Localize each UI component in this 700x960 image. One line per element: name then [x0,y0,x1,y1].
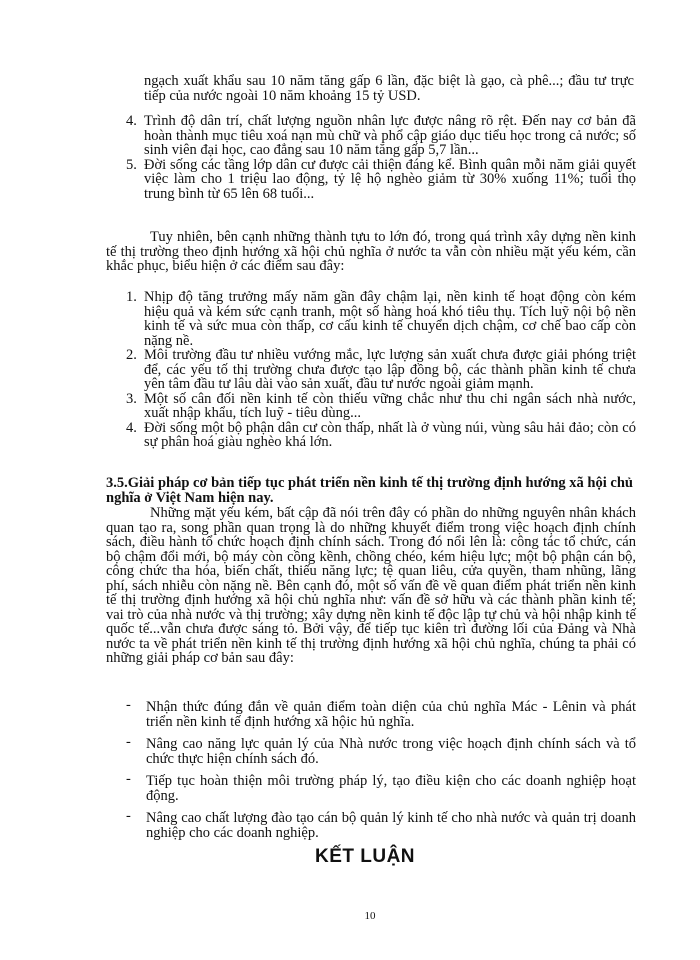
bullet-dash: - [126,771,131,787]
list-item [126,114,636,158]
list-item-text: Nhịp độ tăng trưởng mấy năm gần đây chậm lại, nền kinh tế hoạt động còn kém hiệu quả và kém sức cạnh tranh, một số hàng hoá khó tiêu thụ. Tích luỹ nội bộ nền kinh tế và sức mua còn thấp, cơ cấu kinh tế chuyển dịch chậm, cơ chế bao cấp còn nặng nề. [144,289,636,349]
page-number: 10 [364,910,376,922]
list-item [126,290,636,348]
bullet-dash: - [126,697,131,713]
solutions-list [126,697,636,848]
list-item-number: 1. [126,289,137,305]
list-item-number: 5. [126,156,137,173]
weaknesses-list [126,290,636,450]
list-item-text: Nhận thức đúng đắn về quản điểm toàn diện của chủ nghĩa Mác - Lênin và phát triển nền kinh tế định hướng xã hộic hủ nghĩa. [146,699,636,730]
list-item-number: 3. [126,390,137,407]
list-item-text: Tiếp tục hoàn thiện môi trường pháp lý, tạo điều kiện cho các doanh nghiệp hoạt động. [146,773,636,804]
list-item [126,348,636,392]
bullet-dash: - [126,808,131,824]
list-item-text: Đời sống một bộ phận dân cư còn thấp, nhất là ở vùng núi, vùng sâu hải đảo; còn có sự phân hoá giàu nghèo khá lớn. [144,419,636,450]
list-item-number: 2. [126,347,137,363]
list-item [126,734,636,767]
achievements-list [126,114,636,201]
list-item [126,158,636,202]
list-item [126,421,636,450]
list-item-number: 4. [126,419,137,436]
list-item [126,808,636,841]
list-item-text: Môi trường đầu tư nhiều vướng mắc, lực lượng sản xuất chưa được giải phóng triệt để, các yếu tố thị trường chưa được tạo lập đồng bộ, các thành phần kinh tế chưa yên tâm đầu tư lâu dài vào sản xuất, đầu tư nước ngoài giảm mạnh. [144,347,636,392]
list-item [126,771,636,804]
continuation-text: ngạch xuất khẩu sau 10 năm tăng gấp 6 lần, đặc biệt là gạo, cà phê...; đầu tư trực tiếp của nước ngoài 10 năm khoảng 15 tỷ USD. [144,73,634,104]
list-item-text: Nâng cao chất lượng đào tạo cán bộ quản lý kinh tế cho nhà nước và quản trị doanh nghiệp cho các doanh nghiệp. [146,810,636,841]
weaknesses-intro-paragraph: Tuy nhiên, bên cạnh những thành tựu to lớn đó, trong quá trình xây dựng nền kinh tế thị trường theo định hướng xã hội chủ nghĩa ở nước ta vẫn còn nhiều mặt yếu kém, cần khắc phục, biểu hiện ở các điểm sau đây: [106,229,636,274]
list-item-text: Nâng cao năng lực quản lý của Nhà nước trong việc hoạch định chính sách và tổ chức thực hiện chính sách đó. [146,736,636,767]
section-body-paragraph: Những mặt yếu kém, bất cập đã nói trên đây có phần do những nguyên nhân khách quan tạo ra, song phần quan trọng là do những khuyết điểm trong việc hoạch định chính sách, điều hành tổ chức hoạch định chính sách. Trong đó nổi lên là: công tác tổ chức, cán bộ chậm đổi mới, bộ máy còn cồng kềnh, chồng chéo, kém hiệu lực; một bộ phận cán bộ, công chức tha hóa, biến chất, thiếu năng lực; tệ quan liêu, cửa quyền, tham nhũng, lãng phí, sách nhiễu còn nặng nề. Bên cạnh đó, một số vấn đề về quan điểm phát triển nền kinh tế thị trường định hướng xã hội chủ nghĩa như: vấn đề sở hữu và các thành phần kinh tế; vai trò của nhà nước và thị trường; xây dựng nền kinh tế độc lập tự chủ và hội nhập kinh tế quốc tế...vẫn chưa được sáng tỏ. Bởi vậy, để tiếp tục kiên trì đường lối của Đảng và Nhà nước ta về phát triển nền kinh tế thị trường định hướng xã hội chủ nghĩa, chúng ta phải có những giải pháp cơ bản sau đây: [106,505,636,666]
list-item-text: Đời sống các tầng lớp dân cư được cải thiện đáng kể. Bình quân mỗi năm giải quyết việc làm cho 1 triệu lao động, tỷ lệ hộ nghèo giảm từ 30% xuống 11%; tuổi thọ trung bình từ 65 lên 68 tuổi... [144,156,636,202]
list-item [126,392,636,421]
bullet-dash: - [126,734,131,750]
list-item-text: Một số cân đối nền kinh tế còn thiếu vững chắc như thu chi ngân sách nhà nước, xuất nhập khẩu, tích luỹ - tiêu dùng... [144,390,636,421]
list-item-text: Trình độ dân trí, chất lượng nguồn nhân lực được nâng rõ rệt. Đến nay cơ bản đã hoàn thành mục tiêu xoá nạn mù chữ và phổ cập giáo dục tiểu học trong cả nước; số sinh viên đại học, cao đẳng sau 10 năm tăng gấp 5,7 lần... [144,113,636,158]
section-heading: 3.5.Giải pháp cơ bản tiếp tục phát triển nền kinh tế thị trường định hướng xã hội chủ nghĩa ở Việt Nam hiện nay. [106,475,633,506]
list-item [126,697,636,730]
conclusion-title: KẾT LUẬN [314,846,416,867]
list-item-number: 4. [126,113,137,129]
